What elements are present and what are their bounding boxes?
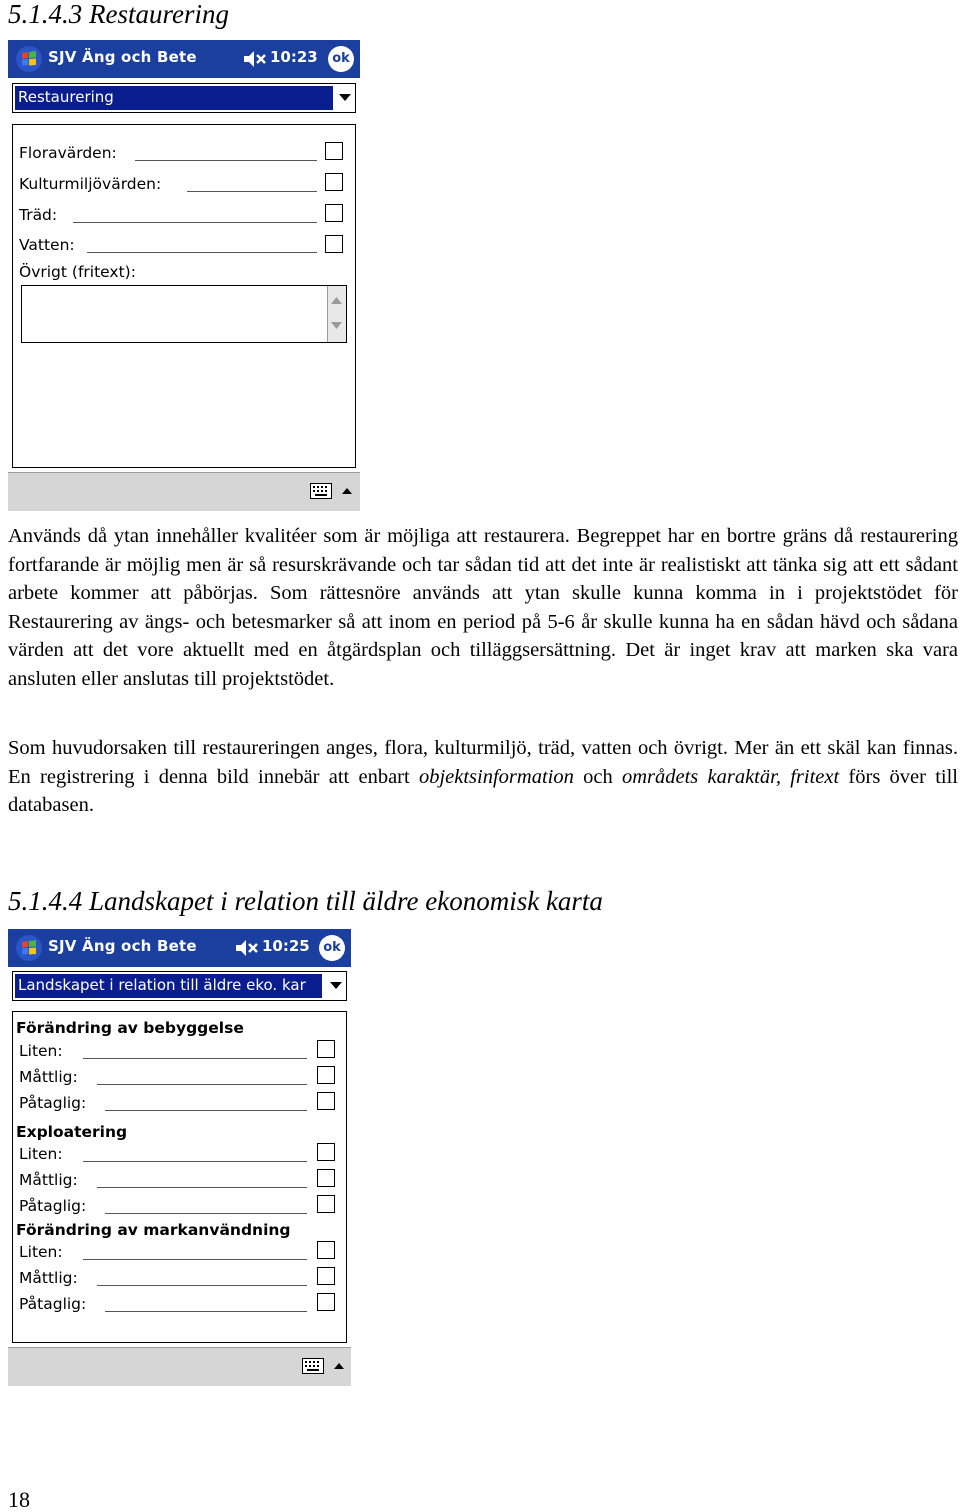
body-paragraph-2 — [8, 734, 958, 820]
checkbox-exploatering-liten[interactable] — [317, 1143, 335, 1161]
input-panel-arrow-icon[interactable] — [334, 1363, 344, 1369]
title-bar — [8, 40, 360, 78]
field-line — [105, 1311, 307, 1312]
ok-button[interactable]: ok — [319, 935, 345, 961]
option-label-mattlig: Måttlig: — [19, 1068, 78, 1086]
body-paragraph-1: Används då ytan innehåller kvalitéer som är möjliga att restaurera. Begreppet har en bortre gräns då restaurering fortfarande är möjlig men är så resurskrävande och tar sådan tid att det inte är realistiskt att tänka sig att ett sådant arbete kommer att påbörjas. Som rättesnöre används att ytan skulle kunna komma in i projektstödet för Restaurering av ängs- och betesmarker så att inom en period på 5-6 år skulle kunna ha en sådan hävd och sådana värden att det vore aktuellt med en åtgärdsplan och tilläggsersättning. Det är inget krav att marken ska vara ansluten eller anslutas till projektstödet. — [8, 525, 958, 690]
section-heading-landskapet: 5.1.4.4 Landskapet i relation till äldre ekonomisk karta — [8, 886, 603, 916]
keyboard-icon[interactable] — [310, 483, 332, 499]
checkbox-kulturmiljovarden[interactable] — [325, 173, 343, 191]
menu-bar — [8, 472, 360, 511]
input-panel-arrow-icon[interactable] — [342, 488, 352, 494]
checkbox-trad[interactable] — [325, 204, 343, 222]
paragraph-text: förs över till databasen. — [8, 765, 959, 816]
option-label-liten: Liten: — [19, 1145, 63, 1163]
section-heading-restaurering: 5.1.4.3 Restaurering — [8, 0, 229, 29]
speaker-muted-icon[interactable] — [234, 938, 260, 958]
field-line — [105, 1213, 307, 1214]
option-label-mattlig: Måttlig: — [19, 1171, 78, 1189]
option-label-liten: Liten: — [19, 1243, 63, 1261]
app-title: SJV Äng och Bete — [48, 937, 197, 955]
scroll-down-icon[interactable] — [330, 320, 343, 332]
checkbox-markanvandning-pataglig[interactable] — [317, 1293, 335, 1311]
option-label-pataglig: Påtaglig: — [19, 1295, 87, 1313]
windows-flag-icon[interactable] — [14, 45, 44, 73]
keyboard-icon[interactable] — [302, 1358, 324, 1374]
checkbox-vatten[interactable] — [325, 235, 343, 253]
checkbox-markanvandning-liten[interactable] — [317, 1241, 335, 1259]
field-label-kulturmiljovarden: Kulturmiljövärden: — [19, 175, 162, 193]
ok-button[interactable]: ok — [328, 46, 354, 72]
pocketpc-screen-landskapet — [8, 929, 351, 1385]
checkbox-bebyggelse-liten[interactable] — [317, 1040, 335, 1058]
field-line — [73, 222, 317, 223]
option-label-pataglig: Påtaglig: — [19, 1094, 87, 1112]
field-line — [135, 160, 317, 161]
emphasis-objektsinformation: objektsinformation — [418, 765, 574, 788]
group-title-markanvandning: Förändring av markanvändning — [16, 1221, 291, 1239]
field-line — [87, 252, 317, 253]
paragraph-text: Som huvudorsaken till restaureringen anges, flora, kulturmiljö, träd, vatten och övrigt. Mer än ett skäl kan finnas. En registrering i denna bild innebär att enbart — [8, 737, 958, 788]
speaker-muted-icon[interactable] — [242, 49, 268, 69]
checkbox-exploatering-pataglig[interactable] — [317, 1195, 335, 1213]
menu-bar — [8, 1347, 351, 1386]
checkbox-bebyggelse-mattlig[interactable] — [317, 1066, 335, 1084]
option-label-pataglig: Påtaglig: — [19, 1197, 87, 1215]
dropdown-selected-value: Landskapet i relation till äldre eko. kar — [15, 974, 322, 998]
dropdown-arrow-icon[interactable] — [339, 94, 351, 101]
checkbox-exploatering-mattlig[interactable] — [317, 1169, 335, 1187]
emphasis-omradets-karaktar: områdets karaktär, fritext — [621, 765, 840, 788]
option-label-mattlig: Måttlig: — [19, 1269, 78, 1287]
form-panel — [12, 1011, 347, 1343]
clock[interactable]: 10:25 — [262, 937, 310, 955]
checkbox-bebyggelse-pataglig[interactable] — [317, 1092, 335, 1110]
clock[interactable]: 10:23 — [270, 48, 318, 66]
field-label-trad: Träd: — [19, 206, 58, 224]
field-line — [83, 1259, 307, 1260]
option-label-liten: Liten: — [19, 1042, 63, 1060]
title-bar — [8, 929, 351, 967]
windows-flag-icon[interactable] — [14, 934, 44, 962]
field-line — [187, 191, 317, 192]
free-text-input[interactable] — [21, 285, 347, 343]
page-number: 18 — [8, 1487, 30, 1512]
group-title-bebyggelse: Förändring av bebyggelse — [16, 1019, 244, 1037]
textarea-scrollbar[interactable] — [327, 286, 346, 342]
paragraph-text: och — [573, 765, 622, 788]
field-line — [83, 1161, 307, 1162]
checkbox-markanvandning-mattlig[interactable] — [317, 1267, 335, 1285]
view-dropdown[interactable] — [12, 83, 356, 113]
field-line — [83, 1058, 307, 1059]
field-line — [97, 1285, 307, 1286]
dropdown-selected-value: Restaurering — [15, 86, 333, 110]
field-label-floravarden: Floravärden: — [19, 144, 117, 162]
form-panel — [12, 124, 356, 468]
field-line — [105, 1110, 307, 1111]
field-label-vatten: Vatten: — [19, 236, 75, 254]
pocketpc-screen-restaurering — [8, 40, 360, 512]
field-line — [97, 1187, 307, 1188]
view-dropdown[interactable] — [12, 971, 347, 1001]
app-title: SJV Äng och Bete — [48, 48, 197, 66]
field-line — [97, 1084, 307, 1085]
free-text-label: Övrigt (fritext): — [19, 263, 136, 281]
group-title-exploatering: Exploatering — [16, 1123, 128, 1141]
scroll-up-icon[interactable] — [330, 294, 343, 306]
dropdown-arrow-icon[interactable] — [330, 982, 342, 989]
checkbox-floravarden[interactable] — [325, 142, 343, 160]
